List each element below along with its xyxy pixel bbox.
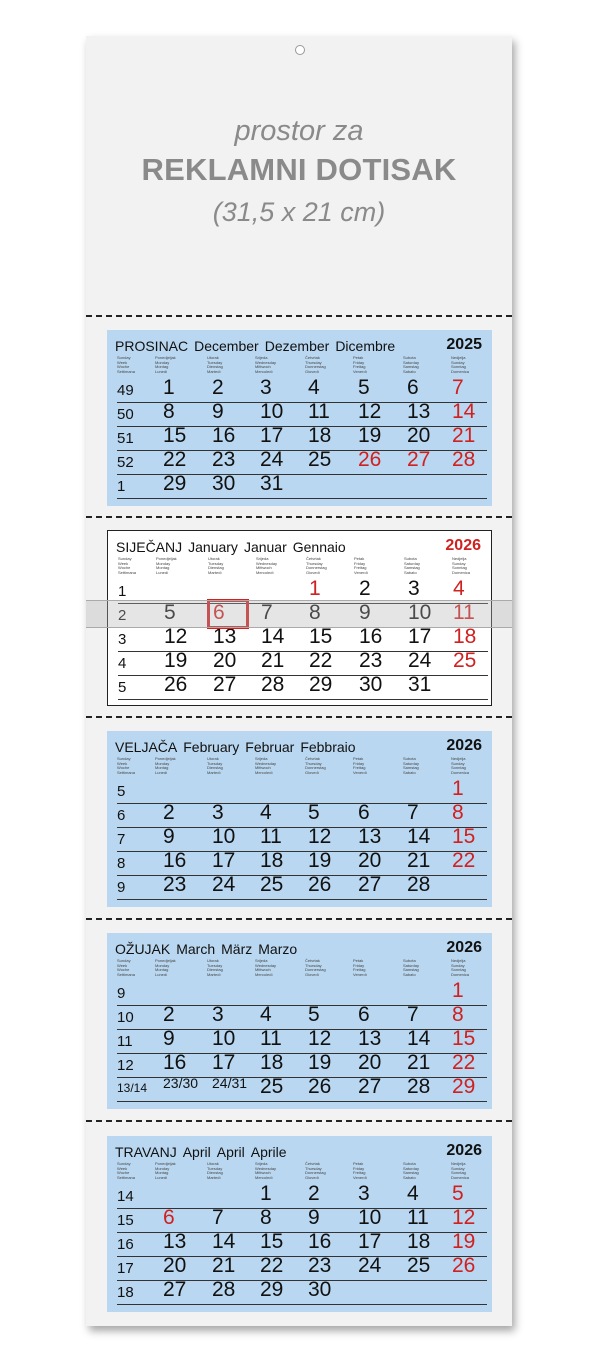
- calendar-day[interactable]: 8: [452, 801, 464, 824]
- calendar-day[interactable]: 8: [309, 601, 321, 624]
- perforation-line: [86, 516, 512, 518]
- weekday-header: Sunday Week Woche Settimana: [118, 556, 137, 575]
- weekday-header: Petak Friday Freitag Venerdì: [353, 1161, 367, 1180]
- calendar-day[interactable]: 26: [308, 873, 332, 896]
- perforation-line: [86, 918, 512, 920]
- calendar-day[interactable]: 16: [163, 1051, 187, 1074]
- calendar-day[interactable]: 24/31: [212, 1075, 248, 1091]
- calendar-day[interactable]: 30: [308, 1278, 332, 1301]
- month-name-de: Januar: [243, 539, 287, 555]
- calendar-day[interactable]: 5: [452, 1182, 464, 1205]
- calendar-day[interactable]: 22: [452, 849, 476, 872]
- calendar-day[interactable]: 21: [452, 424, 476, 447]
- calendar-day[interactable]: 19: [452, 1230, 476, 1253]
- calendar-day[interactable]: 3: [358, 1182, 370, 1205]
- weekday-header: Srijeda Wednesday Mittwoch Mercoledì: [256, 556, 278, 575]
- month-name-it: Aprile: [250, 1144, 287, 1160]
- weekday-header: Sunday Week Woche Settimana: [117, 1161, 136, 1180]
- calendar-day[interactable]: 14: [261, 625, 285, 648]
- week-number: 50: [117, 406, 134, 423]
- calendar-day[interactable]: 5: [164, 601, 176, 624]
- calendar-day[interactable]: 19: [164, 649, 188, 672]
- calendar-day[interactable]: 18: [260, 849, 284, 872]
- calendar-day[interactable]: 21: [407, 1051, 431, 1074]
- week-number: 18: [117, 1284, 134, 1301]
- ad-space-line2: REKLAMNI DOTISAK: [141, 152, 457, 187]
- calendar-day[interactable]: 30: [359, 673, 383, 696]
- calendar-day[interactable]: 21: [261, 649, 285, 672]
- perforation-line: [86, 716, 512, 718]
- calendar-day[interactable]: 25: [308, 448, 332, 471]
- calendar-day[interactable]: 20: [358, 1051, 382, 1074]
- weekday-header: Sunday Week Woche Settimana: [117, 355, 136, 374]
- calendar-day[interactable]: 6: [358, 1003, 370, 1026]
- weekday-header: Četvrtak Thursday Donnerstag Giovedì: [305, 355, 326, 374]
- calendar-day[interactable]: 25: [453, 649, 477, 672]
- calendar-day[interactable]: 28: [407, 873, 431, 896]
- week-number: 13/14: [117, 1081, 148, 1095]
- calendar-day[interactable]: 25: [407, 1254, 431, 1277]
- weekday-header: Nedjelja Sunday Sonntag Domenica: [451, 1161, 470, 1180]
- calendar-day[interactable]: 7: [407, 1003, 419, 1026]
- calendar-day[interactable]: 7: [452, 376, 464, 399]
- week-number: 6: [117, 807, 126, 824]
- weekday-header: Petak Friday Freitag Venerdì: [353, 355, 367, 374]
- weekday-header: Nedjelja Sunday Sonntag Domenica: [451, 355, 470, 374]
- weekday-header: Subota Saturday Samstag Sabato: [403, 958, 420, 977]
- calendar-day[interactable]: 2: [359, 577, 371, 600]
- month-title: [115, 1144, 293, 1160]
- calendar-day[interactable]: 18: [407, 1230, 431, 1253]
- weekday-header: Utorak Tuesday Dienstag Martedì: [207, 355, 223, 374]
- weekday-header: Utorak Tuesday Dienstag Martedì: [207, 756, 223, 775]
- calendar-day[interactable]: 1: [452, 979, 464, 1002]
- calendar-day[interactable]: 8: [163, 400, 175, 423]
- month-name-it: Marzo: [258, 941, 298, 957]
- calendar-day[interactable]: 17: [358, 1230, 382, 1253]
- calendar-day[interactable]: 12: [452, 1206, 476, 1229]
- calendar-day[interactable]: 9: [359, 601, 371, 624]
- calendar-day[interactable]: 11: [308, 400, 330, 423]
- week-number: 49: [117, 382, 134, 399]
- calendar-day[interactable]: 16: [308, 1230, 332, 1253]
- calendar-day[interactable]: 13: [213, 625, 237, 648]
- month-block: [107, 1136, 492, 1312]
- calendar-day[interactable]: 13: [358, 825, 382, 848]
- calendar-day[interactable]: 12: [164, 625, 188, 648]
- calendar-day[interactable]: 10: [260, 400, 284, 423]
- calendar-day[interactable]: 21: [407, 849, 431, 872]
- calendar-day[interactable]: 13: [358, 1027, 382, 1050]
- week-number: 10: [117, 1009, 134, 1026]
- calendar-day[interactable]: 1: [260, 1182, 272, 1205]
- week-number: 9: [117, 879, 126, 896]
- calendar-day[interactable]: 10: [358, 1206, 382, 1229]
- calendar-day[interactable]: 29: [260, 1278, 284, 1301]
- month-block: [107, 933, 492, 1109]
- calendar-day[interactable]: 9: [163, 825, 175, 848]
- calendar-day[interactable]: 11: [260, 1027, 282, 1050]
- calendar-day[interactable]: 21: [212, 1254, 236, 1277]
- week-number: 1: [117, 478, 126, 495]
- calendar-day[interactable]: 2: [212, 376, 224, 399]
- week-number: 51: [117, 430, 134, 447]
- calendar-day[interactable]: 23: [212, 448, 236, 471]
- month-title: [115, 739, 362, 755]
- week-number: 52: [117, 454, 134, 471]
- calendar-day[interactable]: 26: [452, 1254, 476, 1277]
- calendar-day[interactable]: 28: [452, 448, 476, 471]
- weekday-header: Subota Saturday Samstag Sabato: [403, 1161, 420, 1180]
- calendar-day[interactable]: 8: [452, 1003, 464, 1026]
- month-name-en: March: [176, 941, 216, 957]
- month-year: 2026: [446, 939, 482, 956]
- calendar-day[interactable]: 27: [358, 1075, 382, 1098]
- week-number: 8: [117, 855, 126, 872]
- calendar-day[interactable]: 24: [260, 448, 284, 471]
- ad-space-line1: prostor za: [234, 115, 364, 147]
- calendar-day[interactable]: 26: [358, 448, 382, 471]
- month-name-en: February: [183, 739, 240, 755]
- weekday-header: Srijeda Wednesday Mittwoch Mercoledì: [255, 355, 277, 374]
- calendar-day[interactable]: 18: [260, 1051, 284, 1074]
- calendar-day[interactable]: 6: [358, 801, 370, 824]
- calendar-day[interactable]: 10: [212, 1027, 236, 1050]
- weekday-header: Utorak Tuesday Dienstag Martedì: [207, 1161, 223, 1180]
- calendar-day[interactable]: 16: [163, 849, 187, 872]
- weekday-header: Ponedjeljak Monday Montag Lunedì: [155, 1161, 176, 1180]
- calendar-day[interactable]: 4: [407, 1182, 419, 1205]
- calendar-day[interactable]: 25: [260, 873, 284, 896]
- month-title: [116, 539, 352, 555]
- weekday-header: Utorak Tuesday Dienstag Martedì: [207, 958, 223, 977]
- calendar-day[interactable]: 28: [261, 673, 285, 696]
- month-name-it: Gennaio: [292, 539, 346, 555]
- calendar-day[interactable]: 5: [358, 376, 370, 399]
- week-number: 5: [118, 679, 127, 696]
- calendar-day[interactable]: 15: [163, 424, 187, 447]
- week-number: 1: [118, 583, 127, 600]
- weekday-header: Četvrtak Thursday Donnerstag Giovedì: [305, 1161, 326, 1180]
- weekday-header: Petak Friday Freitag Venerdì: [353, 958, 367, 977]
- calendar-day[interactable]: 28: [212, 1278, 236, 1301]
- weekday-header: Petak Friday Freitag Venerdì: [354, 556, 368, 575]
- calendar-day[interactable]: 15: [452, 1027, 476, 1050]
- calendar-day[interactable]: 17: [212, 1051, 236, 1074]
- calendar-day[interactable]: 19: [358, 424, 382, 447]
- month-year: 2025: [446, 336, 482, 353]
- calendar-day[interactable]: 16: [359, 625, 383, 648]
- calendar-day[interactable]: 22: [163, 448, 187, 471]
- week-divider: [117, 498, 487, 499]
- calendar-day[interactable]: 10: [212, 825, 236, 848]
- calendar-day[interactable]: 9: [212, 400, 224, 423]
- month-name-de: Februar: [245, 739, 295, 755]
- calendar-day[interactable]: 4: [453, 577, 465, 600]
- week-number: 14: [117, 1188, 134, 1205]
- week-number: 15: [117, 1212, 134, 1229]
- calendar-day[interactable]: 17: [408, 625, 432, 648]
- month-title: [115, 941, 303, 957]
- calendar-day[interactable]: 2: [163, 1003, 175, 1026]
- month-block: [107, 330, 492, 506]
- week-divider: [117, 1101, 487, 1102]
- calendar-day[interactable]: 13: [163, 1230, 187, 1253]
- calendar-day[interactable]: 18: [308, 424, 332, 447]
- month-title: [115, 338, 401, 354]
- month-name-de: Dezember: [264, 338, 330, 354]
- calendar-day[interactable]: 4: [260, 1003, 272, 1026]
- weekday-header: Srijeda Wednesday Mittwoch Mercoledì: [255, 1161, 277, 1180]
- calendar-day[interactable]: 2: [308, 1182, 320, 1205]
- calendar-day[interactable]: 23/30: [163, 1075, 199, 1091]
- calendar-day[interactable]: 23: [308, 1254, 332, 1277]
- calendar-day[interactable]: 5: [308, 801, 320, 824]
- week-number: 9: [117, 985, 126, 1002]
- calendar-day[interactable]: 4: [260, 801, 272, 824]
- weekday-header: Sunday Week Woche Settimana: [117, 958, 136, 977]
- calendar-day[interactable]: 19: [308, 1051, 332, 1074]
- calendar-day[interactable]: 24: [358, 1254, 382, 1277]
- month-name-hr: SIJEČANJ: [116, 539, 183, 555]
- calendar-day[interactable]: 20: [163, 1254, 187, 1277]
- calendar-day[interactable]: 27: [358, 873, 382, 896]
- weekday-header: Utorak Tuesday Dienstag Martedì: [208, 556, 224, 575]
- month-name-it: Febbraio: [300, 739, 356, 755]
- calendar-day[interactable]: 1: [163, 376, 175, 399]
- calendar-day[interactable]: 1: [309, 577, 321, 600]
- calendar-day[interactable]: 16: [212, 424, 236, 447]
- calendar-day[interactable]: 31: [408, 673, 432, 696]
- calendar-day[interactable]: 8: [260, 1206, 272, 1229]
- calendar-day[interactable]: 30: [212, 472, 236, 495]
- calendar-day[interactable]: 9: [163, 1027, 175, 1050]
- calendar-day[interactable]: 4: [308, 376, 320, 399]
- calendar-day[interactable]: 22: [260, 1254, 284, 1277]
- week-number: 16: [117, 1236, 134, 1253]
- calendar-day[interactable]: 24: [212, 873, 236, 896]
- weekday-header: Ponedjeljak Monday Montag Lunedì: [155, 756, 176, 775]
- calendar-day[interactable]: 14: [407, 1027, 431, 1050]
- week-divider: [117, 1304, 487, 1305]
- perforation-line: [86, 1120, 512, 1122]
- calendar-day[interactable]: 2: [163, 801, 175, 824]
- calendar-day[interactable]: 11: [407, 1206, 429, 1229]
- calendar-day[interactable]: 26: [164, 673, 188, 696]
- calendar-day[interactable]: 15: [260, 1230, 284, 1253]
- calendar-day[interactable]: 29: [452, 1075, 476, 1098]
- date-slider-window[interactable]: [86, 600, 512, 628]
- calendar-day[interactable]: 28: [407, 1075, 431, 1098]
- calendar-day[interactable]: 19: [308, 849, 332, 872]
- calendar-day[interactable]: 5: [308, 1003, 320, 1026]
- weekday-header: Četvrtak Thursday Donnerstag Giovedì: [306, 556, 327, 575]
- calendar-day[interactable]: 22: [309, 649, 333, 672]
- calendar-day[interactable]: 24: [408, 649, 432, 672]
- calendar-day[interactable]: 18: [453, 625, 477, 648]
- calendar-day[interactable]: 25: [260, 1075, 284, 1098]
- weekday-header: Četvrtak Thursday Donnerstag Giovedì: [305, 958, 326, 977]
- month-name-hr: TRAVANJ: [115, 1144, 177, 1160]
- weekday-header: Nedjelja Sunday Sonntag Domenica: [451, 958, 470, 977]
- month-name-hr: OŽUJAK: [115, 941, 171, 957]
- weekday-header: Subota Saturday Samstag Sabato: [403, 756, 420, 775]
- month-name-en: January: [188, 539, 238, 555]
- week-divider: [117, 899, 487, 900]
- calendar-day[interactable]: 6: [163, 1206, 175, 1229]
- calendar-day[interactable]: 12: [358, 400, 382, 423]
- weekday-header: Subota Saturday Samstag Sabato: [404, 556, 421, 575]
- calendar-day[interactable]: 27: [407, 448, 431, 471]
- week-number: 17: [117, 1260, 134, 1277]
- calendar-day[interactable]: 17: [260, 424, 284, 447]
- calendar-day[interactable]: 23: [359, 649, 383, 672]
- calendar-day[interactable]: 15: [309, 625, 333, 648]
- calendar-day[interactable]: 27: [213, 673, 237, 696]
- calendar-day[interactable]: 22: [452, 1051, 476, 1074]
- weekday-header: Petak Friday Freitag Venerdì: [353, 756, 367, 775]
- month-year: 2026: [446, 737, 482, 754]
- calendar-day[interactable]: 12: [308, 825, 332, 848]
- weekday-header: Ponedjeljak Monday Montag Lunedì: [156, 556, 177, 575]
- week-number: 7: [117, 831, 126, 848]
- weekday-header: Ponedjeljak Monday Montag Lunedì: [155, 958, 176, 977]
- calendar-day[interactable]: 20: [213, 649, 237, 672]
- calendar-day[interactable]: 7: [212, 1206, 224, 1229]
- week-number: 3: [118, 631, 127, 648]
- calendar-day[interactable]: 3: [212, 801, 224, 824]
- calendar-day[interactable]: 26: [308, 1075, 332, 1098]
- calendar-day[interactable]: 7: [261, 601, 273, 624]
- month-name-de: April: [216, 1144, 245, 1160]
- calendar-day[interactable]: 29: [309, 673, 333, 696]
- calendar-day[interactable]: 9: [308, 1206, 320, 1229]
- week-number: 5: [117, 783, 126, 800]
- week-number: 12: [117, 1057, 134, 1074]
- calendar-day[interactable]: 6: [213, 601, 225, 624]
- month-name-hr: VELJAČA: [115, 739, 178, 755]
- week-divider: [118, 699, 488, 700]
- month-name-en: April: [182, 1144, 211, 1160]
- calendar-day[interactable]: 14: [212, 1230, 236, 1253]
- hanging-hole: [295, 45, 305, 55]
- calendar-day[interactable]: 10: [408, 601, 432, 624]
- week-number: 4: [118, 655, 127, 672]
- weekday-header: Srijeda Wednesday Mittwoch Mercoledì: [255, 958, 277, 977]
- calendar-day[interactable]: 15: [452, 825, 476, 848]
- calendar-day[interactable]: 3: [260, 376, 272, 399]
- calendar-day[interactable]: 27: [163, 1278, 187, 1301]
- month-name-it: Dicembre: [335, 338, 396, 354]
- weekday-header: Nedjelja Sunday Sonntag Domenica: [452, 556, 471, 575]
- weekday-header: Srijeda Wednesday Mittwoch Mercoledì: [255, 756, 277, 775]
- calendar-day[interactable]: 11: [453, 601, 475, 624]
- weekday-header: Ponedjeljak Monday Montag Lunedì: [155, 355, 176, 374]
- perforation-line: [86, 315, 512, 317]
- calendar-day[interactable]: 6: [407, 376, 419, 399]
- calendar-day[interactable]: 20: [358, 849, 382, 872]
- calendar-day[interactable]: 3: [408, 577, 420, 600]
- calendar-day[interactable]: 14: [452, 400, 476, 423]
- weekday-header: Nedjelja Sunday Sonntag Domenica: [451, 756, 470, 775]
- calendar-day[interactable]: 20: [407, 424, 431, 447]
- weekday-header: Četvrtak Thursday Donnerstag Giovedì: [305, 756, 326, 775]
- calendar-day[interactable]: 1: [452, 777, 464, 800]
- calendar-day[interactable]: 29: [163, 472, 187, 495]
- week-number: 2: [118, 607, 127, 624]
- weekday-header: Subota Saturday Samstag Sabato: [403, 355, 420, 374]
- week-number: 11: [117, 1033, 133, 1050]
- calendar-day[interactable]: 31: [260, 472, 284, 495]
- calendar-day[interactable]: 17: [212, 849, 236, 872]
- calendar-day[interactable]: 13: [407, 400, 431, 423]
- calendar-day[interactable]: 23: [163, 873, 187, 896]
- ad-space-line3: (31,5 x 21 cm): [212, 197, 386, 227]
- month-name-de: März: [221, 941, 253, 957]
- calendar-day[interactable]: 12: [308, 1027, 332, 1050]
- month-year: 2026: [445, 537, 481, 554]
- weekday-header: Sunday Week Woche Settimana: [117, 756, 136, 775]
- calendar-day[interactable]: 7: [407, 801, 419, 824]
- month-block: [107, 731, 492, 907]
- calendar-day[interactable]: 3: [212, 1003, 224, 1026]
- month-year: 2026: [446, 1142, 482, 1159]
- month-name-en: December: [194, 338, 259, 354]
- calendar-day[interactable]: 11: [260, 825, 282, 848]
- calendar-day[interactable]: 14: [407, 825, 431, 848]
- month-name-hr: PROSINAC: [115, 338, 189, 354]
